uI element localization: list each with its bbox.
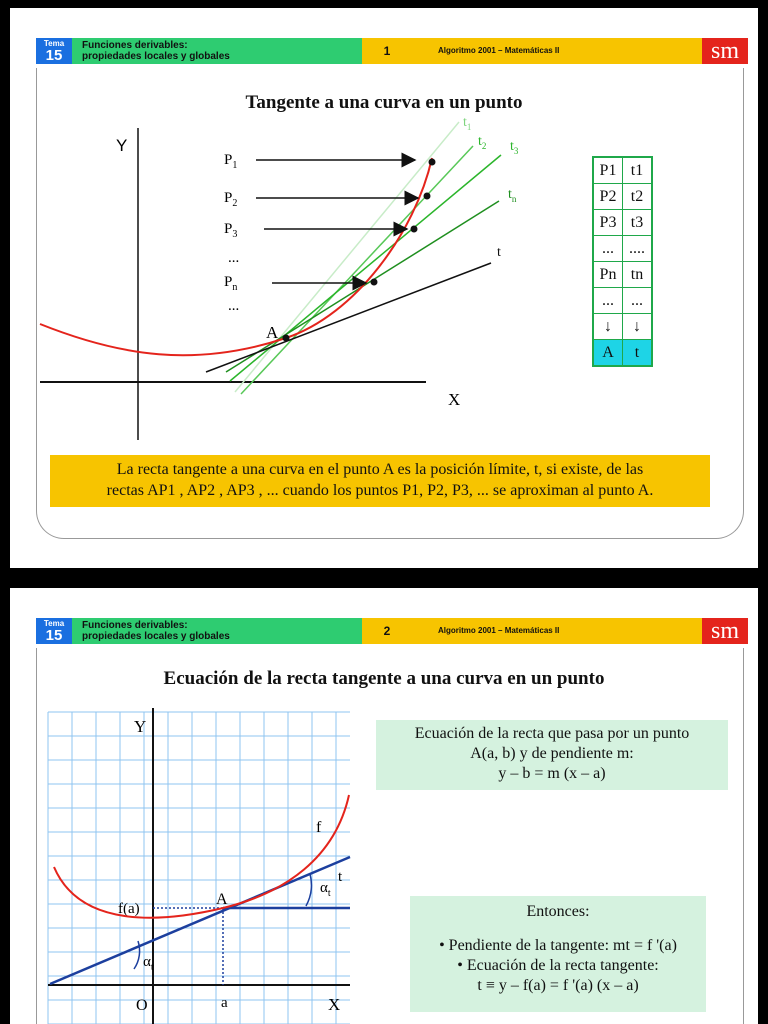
- svg-text:αt: $\alpha_t$: [143, 954, 154, 973]
- slide-heading: Ecuación de la recta tangente a una curva en un punto: [163, 668, 605, 689]
- x-axis-label: X: [328, 995, 341, 1014]
- page-number: 1: [362, 38, 412, 64]
- tema-number: 15: [45, 627, 63, 644]
- slide-2: [10, 588, 758, 1024]
- unit-title-line2: propiedades locales y globales: [82, 631, 230, 642]
- point-p1-dot: [429, 159, 436, 166]
- svg-text:t3: $t_3$: [510, 139, 519, 156]
- point-p2-dot: [424, 193, 431, 200]
- point-labels: [224, 152, 239, 314]
- svg-text:t1: $t_1$: [463, 115, 472, 132]
- y-axis-label: Y: [134, 717, 147, 736]
- origin-label: O: [136, 997, 148, 1014]
- point-a-label: A: [266, 323, 279, 342]
- table-row: P1 t1: [593, 157, 652, 184]
- publisher-logo: sm: [702, 38, 748, 64]
- line-labels: [463, 115, 519, 260]
- angle-arc-upper: [306, 874, 311, 906]
- unit-title-line1: Funciones derivables:: [82, 40, 188, 51]
- slide-heading: Tangente a una curva en un punto: [245, 92, 523, 113]
- table-row: P2 t2: [593, 184, 652, 210]
- table-row: ... ...: [593, 288, 652, 314]
- alpha-lower: α: [143, 954, 151, 970]
- y-axis-label: Y: [116, 136, 128, 155]
- tema-label: Tema: [43, 619, 65, 628]
- svg-text:P3: $P_3$: [224, 221, 238, 240]
- table-row: ... ....: [593, 236, 652, 262]
- svg-text:Pn: $P_n$: [224, 274, 238, 293]
- point-a-dot: [283, 335, 290, 342]
- unit-title-line2: propiedades locales y globales: [82, 51, 230, 62]
- page-number: 2: [362, 618, 412, 644]
- tema-label: Tema: [43, 39, 65, 48]
- book-title: Algoritmo 2001 – Matemáticas II: [412, 618, 702, 644]
- secant-line-t2: [241, 146, 473, 394]
- table-row: ↓ ↓: [593, 314, 652, 340]
- svg-text:...: ...: [228, 250, 240, 266]
- secant-line-t1: [235, 122, 459, 392]
- table-row: Pn tn: [593, 262, 652, 288]
- publisher-logo: sm: [702, 618, 748, 644]
- svg-text:t2: $t_2$: [478, 134, 487, 151]
- tema-number: 15: [45, 47, 63, 64]
- t-label: t: [338, 869, 343, 885]
- svg-text:...: ...: [228, 298, 240, 314]
- point-p3-dot: [411, 226, 418, 233]
- point-a-label: A: [216, 891, 228, 908]
- svg-text:tn: $t_n$: [508, 187, 517, 204]
- angle-arc-lower: [134, 941, 140, 969]
- svg-text:P2: $P_2$: [224, 190, 238, 209]
- x-axis-label: X: [448, 390, 461, 409]
- tangent-result-box: Entonces: • Pendiente de la tangente: mt = f '(a) • Ecuación de la recta tangente: t ≡ y – f(a) = f '(a) (x – a): [410, 896, 706, 1012]
- fa-label: f(a): [118, 901, 140, 917]
- line-equation-box: Ecuación de la recta que pasa por un punto A(a, b) y de pendiente m: y – b = m (x – a): [376, 720, 728, 790]
- svg-text:αt: $\alpha_t$: [320, 880, 331, 899]
- book-title: Algoritmo 2001 – Matemáticas II: [412, 38, 702, 64]
- tangent-line: [50, 857, 350, 984]
- definition-line1: La recta tangente a una curva en el punto A es la posición límite, t, si existe, de las: [116, 461, 644, 478]
- svg-text:t: t: [497, 245, 501, 260]
- points-lines-table: [592, 156, 653, 367]
- table-row: A t: [593, 340, 652, 367]
- a-label: a: [221, 995, 228, 1011]
- unit-title-line1: Funciones derivables:: [82, 620, 188, 631]
- slide-1: [10, 8, 758, 568]
- f-label: f: [316, 819, 322, 836]
- point-pn-dot: [371, 279, 378, 286]
- svg-text:P1: $P_1$: [224, 152, 238, 171]
- alpha-upper: α: [320, 880, 328, 896]
- table-row: P3 t3: [593, 210, 652, 236]
- definition-box: [50, 455, 710, 507]
- definition-line2: rectas AP1 , AP2 , AP3 , ... cuando los puntos P1, P2, P3, ... se aproximan al punto A.: [106, 482, 654, 499]
